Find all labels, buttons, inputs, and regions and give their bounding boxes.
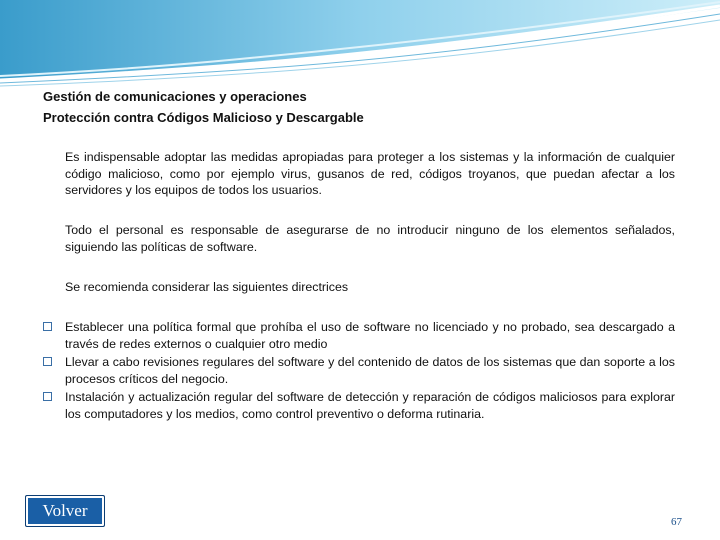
list-item [43, 319, 675, 352]
paragraph-3: Se recomienda considerar las siguientes directrices [65, 280, 349, 294]
list-item [43, 389, 675, 422]
paragraph-2: Todo el personal es responsable de asegurarse de no introducir ninguno de los elementos señalados, siguiendo las políticas de software. [65, 223, 675, 254]
header-wave-decoration [0, 0, 720, 90]
checkbox-bullet-icon [43, 357, 52, 366]
checkbox-bullet-icon [43, 392, 52, 401]
paragraph-1: Es indispensable adoptar las medidas apropiadas para proteger a los sistemas y la información de cualquier código malicioso, como por ejemplo virus, gusanos de red, códigos troyanos, que puedan afectar a los servidores y los equipos de todos los usuarios. [65, 150, 675, 197]
list-item-text: Instalación y actualización regular del software de detección y reparación de códigos maliciosos para explorar los computadores y los medios, como control preventivo o deforma rutinaria. [65, 390, 675, 421]
list-item [43, 354, 675, 387]
title-line-2: Protección contra Códigos Malicioso y Descargable [43, 110, 364, 125]
slide-title [43, 86, 683, 128]
volver-button[interactable]: Volver [25, 495, 105, 527]
page-number: 67 [671, 516, 682, 528]
title-line-1: Gestión de comunicaciones y operaciones [43, 89, 307, 104]
directives-list [43, 319, 675, 424]
list-item-text: Llevar a cabo revisiones regulares del software y del contenido de datos de los sistemas que dan soporte a los procesos críticos del negocio. [65, 355, 675, 386]
list-item-text: Establecer una política formal que prohíba el uso de software no licenciado y no probado, sea descargado a través de redes externos o cualquier otro medio [65, 320, 675, 351]
checkbox-bullet-icon [43, 322, 52, 331]
